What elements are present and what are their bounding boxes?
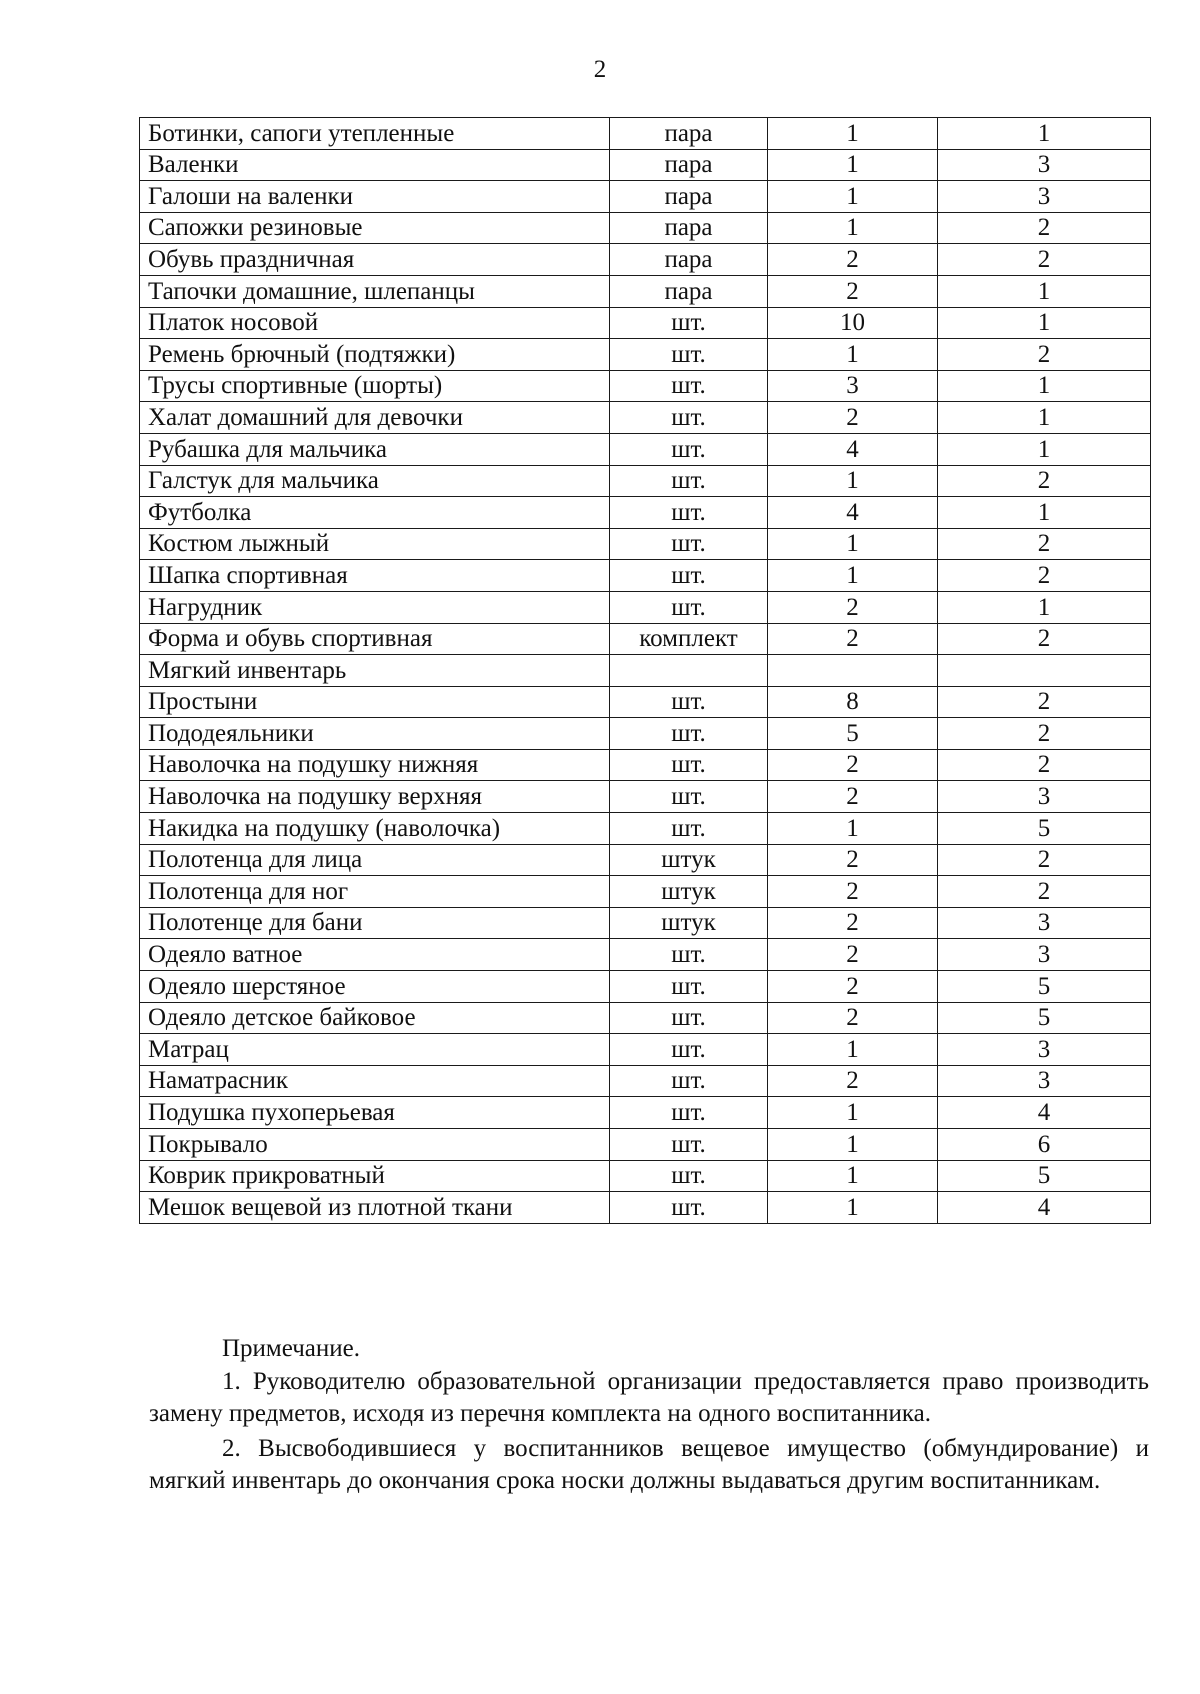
- item-name-cell: Рубашка для мальчика: [140, 433, 610, 465]
- item-quantity-cell: 1: [768, 1097, 938, 1129]
- item-term-cell: 2: [938, 339, 1151, 371]
- item-quantity-cell: 1: [768, 1192, 938, 1224]
- item-term-cell: 1: [938, 497, 1151, 529]
- item-term-cell: 2: [938, 749, 1151, 781]
- table-row: [140, 591, 1151, 623]
- item-name-cell: Футболка: [140, 497, 610, 529]
- item-unit-cell: шт.: [610, 433, 768, 465]
- table-row: [140, 1034, 1151, 1066]
- item-term-cell: 4: [938, 1192, 1151, 1224]
- item-term-cell: 2: [938, 686, 1151, 718]
- table-row: [140, 275, 1151, 307]
- table-row: [140, 1129, 1151, 1161]
- item-quantity-cell: 1: [768, 118, 938, 150]
- item-unit-cell: шт.: [610, 1002, 768, 1034]
- item-quantity-cell: 2: [768, 781, 938, 813]
- item-name-cell: Наволочка на подушку нижняя: [140, 749, 610, 781]
- item-name-cell: Одеяло детское байковое: [140, 1002, 610, 1034]
- item-name-cell: Ботинки, сапоги утепленные: [140, 118, 610, 150]
- item-term-cell: 3: [938, 939, 1151, 971]
- page-number: 2: [593, 56, 607, 83]
- table-row: [140, 907, 1151, 939]
- item-quantity-cell: 1: [768, 813, 938, 845]
- item-quantity-cell: 1: [768, 212, 938, 244]
- item-name-cell: Сапожки резиновые: [140, 212, 610, 244]
- item-term-cell: 3: [938, 907, 1151, 939]
- item-unit-cell: шт.: [610, 939, 768, 971]
- item-term-cell: 1: [938, 591, 1151, 623]
- item-term-cell: 2: [938, 623, 1151, 655]
- item-unit-cell: пара: [610, 149, 768, 181]
- item-term-cell: 3: [938, 781, 1151, 813]
- item-term-cell: 6: [938, 1129, 1151, 1161]
- item-term-cell: 2: [938, 528, 1151, 560]
- item-quantity-cell: 1: [768, 149, 938, 181]
- item-unit-cell: шт.: [610, 370, 768, 402]
- item-name-cell: Полотенца для ног: [140, 876, 610, 908]
- note-title: Примечание.: [222, 1335, 361, 1362]
- table-row: [140, 118, 1151, 150]
- item-unit-cell: шт.: [610, 402, 768, 434]
- item-quantity-cell: 2: [768, 1065, 938, 1097]
- item-quantity-cell: 4: [768, 497, 938, 529]
- item-term-cell: 5: [938, 813, 1151, 845]
- table-row: [140, 465, 1151, 497]
- item-name-cell: Платок носовой: [140, 307, 610, 339]
- item-term-cell: 1: [938, 402, 1151, 434]
- item-name-cell: Накидка на подушку (наволочка): [140, 813, 610, 845]
- item-name-cell: Полотенца для лица: [140, 844, 610, 876]
- item-unit-cell: комплект: [610, 623, 768, 655]
- table-row: [140, 1097, 1151, 1129]
- item-term-cell: [938, 655, 1151, 687]
- item-quantity-cell: 1: [768, 560, 938, 592]
- item-name-cell: Галоши на валенки: [140, 181, 610, 213]
- item-unit-cell: шт.: [610, 497, 768, 529]
- item-term-cell: 2: [938, 212, 1151, 244]
- item-quantity-cell: 3: [768, 370, 938, 402]
- item-name-cell: Пододеяльники: [140, 718, 610, 750]
- item-quantity-cell: 1: [768, 1034, 938, 1066]
- table-row: [140, 686, 1151, 718]
- item-quantity-cell: 2: [768, 1002, 938, 1034]
- item-quantity-cell: 2: [768, 971, 938, 1003]
- item-term-cell: 3: [938, 1034, 1151, 1066]
- item-unit-cell: шт.: [610, 749, 768, 781]
- item-unit-cell: шт.: [610, 781, 768, 813]
- item-name-cell: Трусы спортивные (шорты): [140, 370, 610, 402]
- item-name-cell: Мешок вещевой из плотной ткани: [140, 1192, 610, 1224]
- item-quantity-cell: 8: [768, 686, 938, 718]
- item-term-cell: 3: [938, 181, 1151, 213]
- items-table: [139, 117, 1151, 1224]
- item-quantity-cell: 1: [768, 339, 938, 371]
- items-table-body: [140, 118, 1151, 1224]
- table-row: [140, 1002, 1151, 1034]
- item-unit-cell: шт.: [610, 528, 768, 560]
- item-name-cell: Нагрудник: [140, 591, 610, 623]
- item-term-cell: 1: [938, 118, 1151, 150]
- item-quantity-cell: 2: [768, 623, 938, 655]
- item-quantity-cell: 2: [768, 749, 938, 781]
- item-quantity-cell: 2: [768, 876, 938, 908]
- item-unit-cell: пара: [610, 244, 768, 276]
- item-term-cell: 2: [938, 718, 1151, 750]
- item-quantity-cell: 1: [768, 1129, 938, 1161]
- item-unit-cell: шт.: [610, 686, 768, 718]
- item-name-cell: Подушка пухоперьевая: [140, 1097, 610, 1129]
- table-row: [140, 971, 1151, 1003]
- table-row: [140, 528, 1151, 560]
- table-row: [140, 749, 1151, 781]
- item-quantity-cell: 2: [768, 275, 938, 307]
- item-term-cell: 5: [938, 1002, 1151, 1034]
- table-row: [140, 402, 1151, 434]
- item-term-cell: 4: [938, 1097, 1151, 1129]
- item-unit-cell: шт.: [610, 1192, 768, 1224]
- item-unit-cell: шт.: [610, 307, 768, 339]
- item-unit-cell: штук: [610, 907, 768, 939]
- item-quantity-cell: 1: [768, 181, 938, 213]
- table-row: [140, 560, 1151, 592]
- item-name-cell: Халат домашний для девочки: [140, 402, 610, 434]
- item-name-cell: Ремень брючный (подтяжки): [140, 339, 610, 371]
- item-name-cell: Костюм лыжный: [140, 528, 610, 560]
- item-unit-cell: шт.: [610, 1065, 768, 1097]
- item-term-cell: 2: [938, 844, 1151, 876]
- table-row: [140, 244, 1151, 276]
- item-quantity-cell: 10: [768, 307, 938, 339]
- note-item-2: 2. Высвободившиеся у воспитанников вещевое имущество (обмундирование) и мягкий инвентарь до окончания срока носки должны выдаваться другим воспитанникам.: [149, 1434, 1149, 1494]
- table-row: [140, 149, 1151, 181]
- table-row: [140, 433, 1151, 465]
- item-name-cell: Обувь праздничная: [140, 244, 610, 276]
- table-row: [140, 655, 1151, 687]
- item-name-cell: Матрац: [140, 1034, 610, 1066]
- item-name-cell: Шапка спортивная: [140, 560, 610, 592]
- table-row: [140, 181, 1151, 213]
- item-quantity-cell: 1: [768, 528, 938, 560]
- item-name-cell: Покрывало: [140, 1129, 610, 1161]
- item-unit-cell: шт.: [610, 1129, 768, 1161]
- item-name-cell: Форма и обувь спортивная: [140, 623, 610, 655]
- item-quantity-cell: 2: [768, 939, 938, 971]
- item-name-cell: Коврик прикроватный: [140, 1160, 610, 1192]
- table-row: [140, 939, 1151, 971]
- item-unit-cell: пара: [610, 275, 768, 307]
- item-quantity-cell: 5: [768, 718, 938, 750]
- item-term-cell: 2: [938, 465, 1151, 497]
- table-row: [140, 339, 1151, 371]
- item-term-cell: 1: [938, 370, 1151, 402]
- item-name-cell: Наволочка на подушку верхняя: [140, 781, 610, 813]
- table-row: [140, 623, 1151, 655]
- item-quantity-cell: 2: [768, 907, 938, 939]
- table-row: [140, 813, 1151, 845]
- item-term-cell: 1: [938, 307, 1151, 339]
- item-term-cell: 1: [938, 275, 1151, 307]
- table-row: [140, 1192, 1151, 1224]
- table-row: [140, 307, 1151, 339]
- table-row: [140, 844, 1151, 876]
- item-name-cell: Мягкий инвентарь: [140, 655, 610, 687]
- item-term-cell: 3: [938, 149, 1151, 181]
- item-unit-cell: шт.: [610, 718, 768, 750]
- item-name-cell: Одеяло шерстяное: [140, 971, 610, 1003]
- item-unit-cell: штук: [610, 876, 768, 908]
- item-name-cell: Простыни: [140, 686, 610, 718]
- item-quantity-cell: 2: [768, 844, 938, 876]
- note-section: [149, 1333, 1149, 1498]
- item-unit-cell: шт.: [610, 560, 768, 592]
- item-quantity-cell: 4: [768, 433, 938, 465]
- item-name-cell: Тапочки домашние, шлепанцы: [140, 275, 610, 307]
- table-row: [140, 876, 1151, 908]
- item-unit-cell: шт.: [610, 813, 768, 845]
- table-row: [140, 497, 1151, 529]
- item-unit-cell: шт.: [610, 971, 768, 1003]
- item-unit-cell: шт.: [610, 1097, 768, 1129]
- item-name-cell: Одеяло ватное: [140, 939, 610, 971]
- item-quantity-cell: 1: [768, 465, 938, 497]
- table-row: [140, 781, 1151, 813]
- item-unit-cell: шт.: [610, 339, 768, 371]
- item-name-cell: Валенки: [140, 149, 610, 181]
- item-term-cell: 2: [938, 876, 1151, 908]
- item-term-cell: 2: [938, 560, 1151, 592]
- item-term-cell: 3: [938, 1065, 1151, 1097]
- item-unit-cell: шт.: [610, 591, 768, 623]
- item-quantity-cell: 1: [768, 1160, 938, 1192]
- item-term-cell: 1: [938, 433, 1151, 465]
- item-unit-cell: шт.: [610, 1160, 768, 1192]
- item-quantity-cell: [768, 655, 938, 687]
- table-row: [140, 370, 1151, 402]
- table-row: [140, 1065, 1151, 1097]
- item-unit-cell: [610, 655, 768, 687]
- item-quantity-cell: 2: [768, 244, 938, 276]
- item-term-cell: 2: [938, 244, 1151, 276]
- item-quantity-cell: 2: [768, 591, 938, 623]
- item-name-cell: Полотенце для бани: [140, 907, 610, 939]
- item-term-cell: 5: [938, 971, 1151, 1003]
- item-unit-cell: пара: [610, 212, 768, 244]
- item-unit-cell: шт.: [610, 1034, 768, 1066]
- table-row: [140, 1160, 1151, 1192]
- item-unit-cell: пара: [610, 181, 768, 213]
- table-row: [140, 718, 1151, 750]
- table-row: [140, 212, 1151, 244]
- item-term-cell: 5: [938, 1160, 1151, 1192]
- item-quantity-cell: 2: [768, 402, 938, 434]
- item-name-cell: Галстук для мальчика: [140, 465, 610, 497]
- item-name-cell: Наматрасник: [140, 1065, 610, 1097]
- item-unit-cell: шт.: [610, 465, 768, 497]
- item-unit-cell: пара: [610, 118, 768, 150]
- item-unit-cell: штук: [610, 844, 768, 876]
- note-item-1: 1. Руководителю образовательной организации предоставляется право производить замену предметов, исходя из перечня комплекта на одного воспитанника.: [149, 1367, 1149, 1427]
